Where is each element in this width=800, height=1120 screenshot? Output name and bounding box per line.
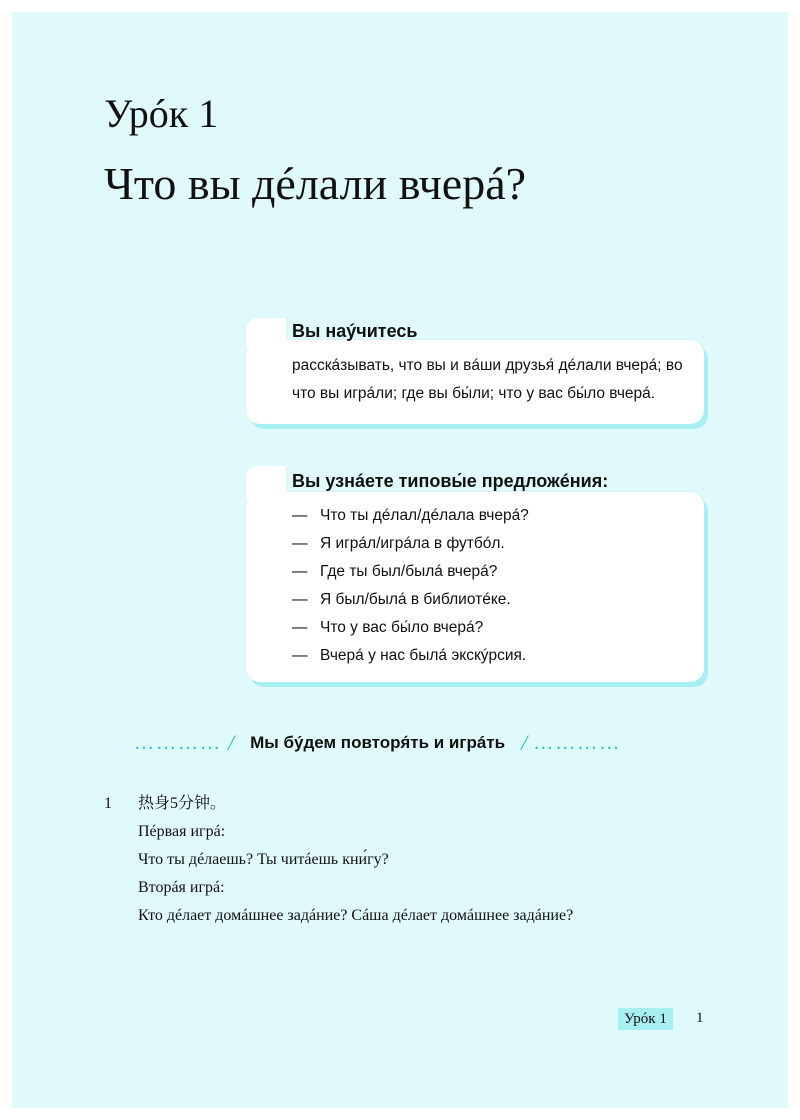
review-section-heading xyxy=(134,730,694,756)
goals-box-tab xyxy=(246,318,286,348)
dash-mark: — xyxy=(292,535,308,552)
pattern-item xyxy=(292,558,692,586)
goals-text xyxy=(292,352,692,408)
goals-heading: Вы наýчитесь xyxy=(292,321,418,341)
pattern-text: Я был/былá в библиотéке. xyxy=(320,591,511,608)
footer-page-number: 1 xyxy=(696,1010,704,1026)
footer-lesson-badge: Урóк 1 xyxy=(618,1008,673,1030)
patterns-list xyxy=(292,502,692,670)
pattern-item xyxy=(292,642,692,670)
pattern-text: Я игрáл/игрáла в футбóл. xyxy=(320,535,505,552)
task-line: Кто дéлает домáшнее задáние? Сáша дéлает домáшнее задáние? xyxy=(138,907,574,924)
pattern-item xyxy=(292,586,692,614)
pattern-text: Вчерá у нас былá экскýрсия. xyxy=(320,647,527,664)
dash-mark: — xyxy=(292,647,308,664)
lesson-title: Что вы дéлали вчерá? xyxy=(104,158,527,209)
review-title: Мы бýдем повторя́ть и игрáть xyxy=(250,733,506,752)
pattern-item xyxy=(292,614,692,642)
patterns-box-tab xyxy=(246,466,286,500)
dash-mark: — xyxy=(292,591,308,608)
dash-mark: — xyxy=(292,507,308,524)
goals-line: расскáзывать, что вы и вáши друзья́ дéлали вчерá; во xyxy=(292,357,683,374)
lesson-number: Урóк 1 xyxy=(104,91,219,136)
patterns-heading: Вы узнáете типовы́е предложéния: xyxy=(292,471,609,491)
slash-left: / xyxy=(228,730,235,755)
pattern-item xyxy=(292,502,692,530)
pattern-item xyxy=(292,530,692,558)
dots-right: ………… xyxy=(533,731,622,754)
task-line: Пéрвая игрá: xyxy=(138,823,226,840)
pattern-text: Что ты дéлал/дéлала вчерá? xyxy=(320,507,529,524)
pattern-text: Что у вас бы́ло вчерá? xyxy=(320,619,484,636)
dots-left: ………… xyxy=(134,731,222,754)
pattern-text: Где ты был/былá вчерá? xyxy=(320,563,498,580)
dash-mark: — xyxy=(292,619,308,636)
dash-mark: — xyxy=(292,563,308,580)
task-line: 热身5分钟。 xyxy=(138,795,227,812)
task-line: Вторáя игрá: xyxy=(138,879,225,896)
slash-right: / xyxy=(521,730,528,755)
goals-line: что вы игрáли; где вы бы́ли; что у вас бы́ло вчерá. xyxy=(292,385,656,402)
task-lines xyxy=(138,790,678,930)
task-line: Что ты дéлаешь? Ты читáешь кни́гу? xyxy=(138,851,389,868)
task-number: 1 xyxy=(104,795,112,812)
